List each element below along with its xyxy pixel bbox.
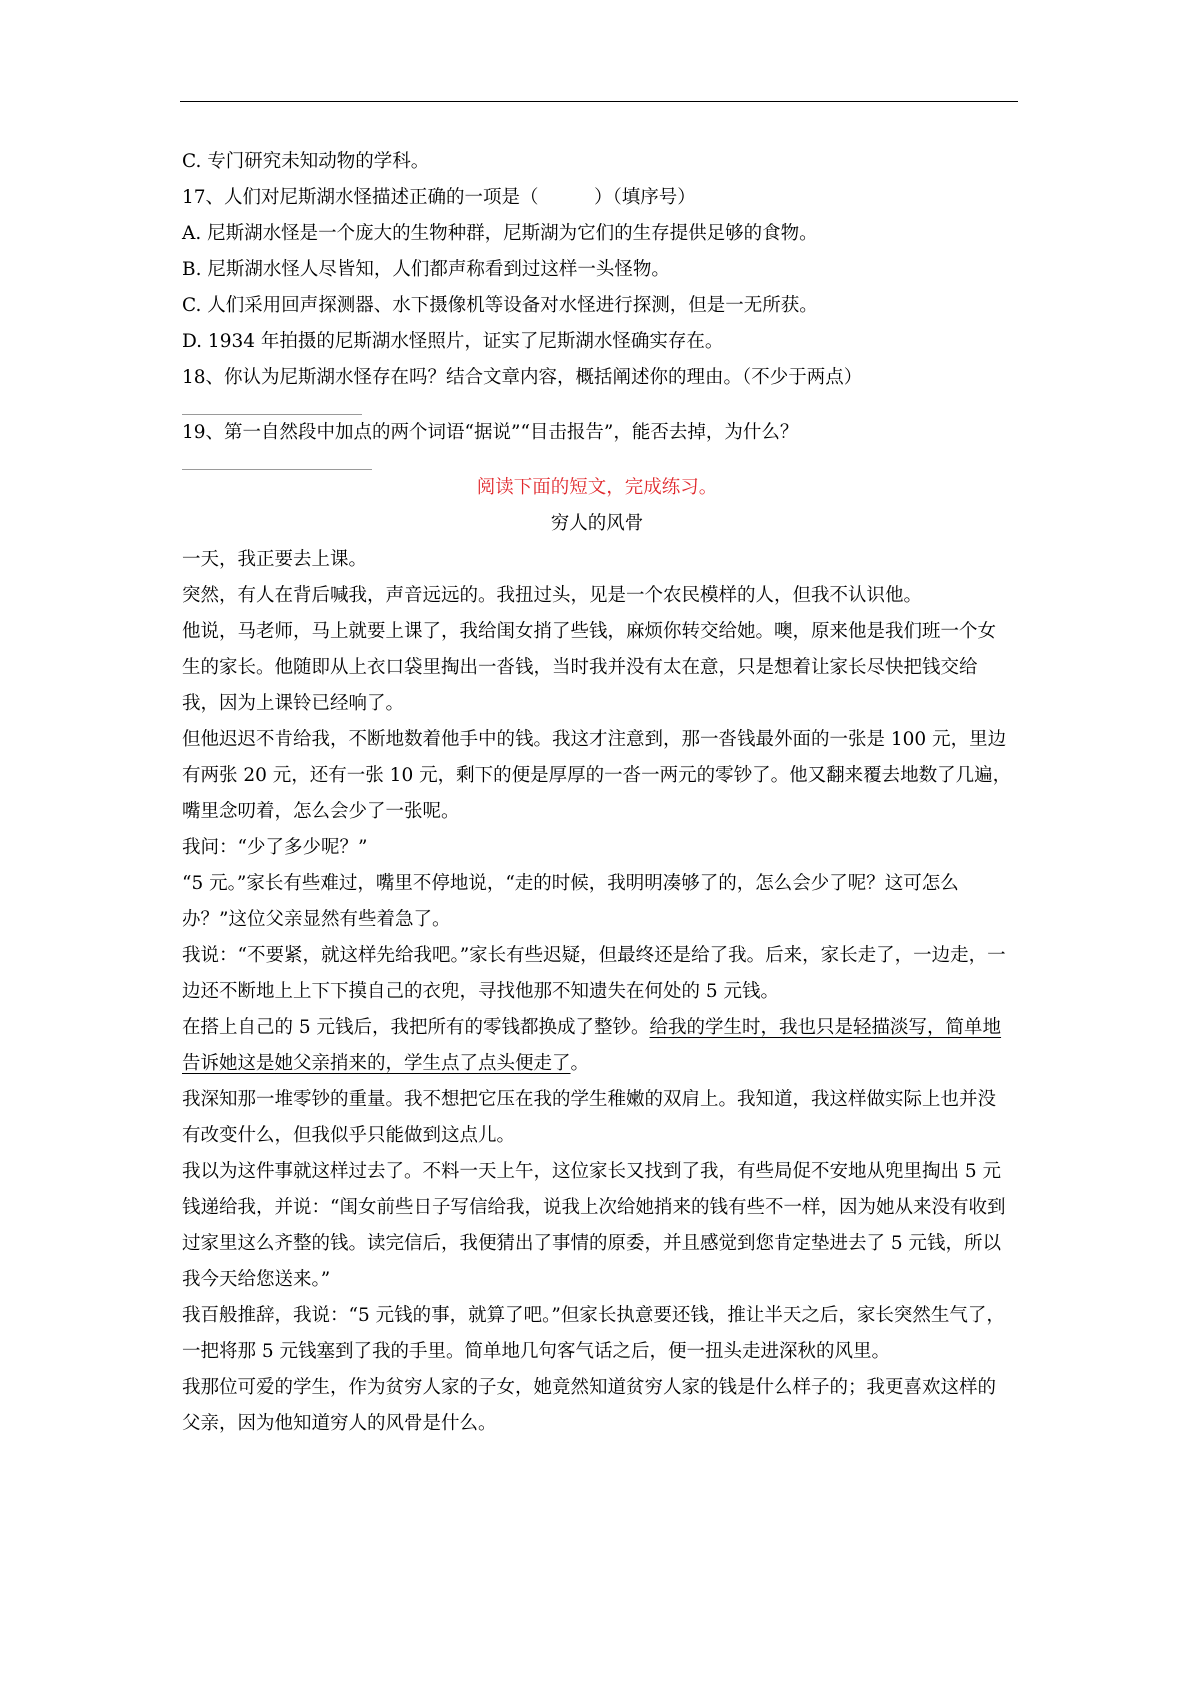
underlined-para-before: 在搭上自己的 5 元钱后，我把所有的零钱都换成了整钞。 [182, 1017, 650, 1038]
article-paragraph: 我以为这件事就这样过去了。不料一天上午，这位家长又找到了我，有些局促不安地从兜里掏出 5 元钱递给我，并说：“闺女前些日子写信给我，说我上次给她捎来的钱有些不一样，因为她从来没有收到过家里这么齐整的钱。读完信后，我便猜出了事情的原委，并且感觉到您肯定垫进去了 5 元钱，所以我今天给您送来。” [182, 1161, 1006, 1290]
q18-stem: 18、你认为尼斯湖水怪存在吗？结合文章内容，概括阐述你的理由。（不少于两点） [182, 367, 863, 388]
underlined-sentence: 给我的学生时，我也只是轻描淡写，简单地告诉她这是她父亲捎来的，学生点了点头便走了 [182, 1017, 1002, 1074]
underlined-para-after: 。 [570, 1053, 590, 1074]
q17-option-a: A. 尼斯湖水怪是一个庞大的生物种群，尼斯湖为它们的生存提供足够的食物。 [182, 223, 818, 244]
article-paragraph: 但他迟迟不肯给我，不断地数着他手中的钱。我这才注意到，那一沓钱最外面的一张是 100 元，里边有两张 20 元，还有一张 10 元，剩下的便是厚厚的一沓一两元的零钞了。他又翻来覆去地数了几遍，嘴里念叨着，怎么会少了一张呢。 [182, 729, 1012, 822]
q19-stem: 19、第一自然段中加点的两个词语“据说”“目击报告”，能否去掉，为什么？ [182, 422, 799, 443]
article-paragraph: 突然，有人在背后喊我，声音远远的。我扭过头，见是一个农民模样的人，但我不认识他。 [182, 585, 923, 606]
article-paragraph: 一天，我正要去上课。 [182, 549, 368, 570]
q17-option-b: B. 尼斯湖水怪人尽皆知，人们都声称看到过这样一头怪物。 [182, 259, 670, 280]
article-paragraph: 我问：“少了多少呢？” [182, 837, 368, 858]
article-paragraph: 我深知那一堆零钞的重量。我不想把它压在我的学生稚嫩的双肩上。我知道，我这样做实际上也并没有改变什么，但我似乎只能做到这点儿。 [182, 1089, 997, 1146]
worksheet-content [182, 144, 1012, 1442]
reading-instruction: 阅读下面的短文，完成练习。 [476, 477, 718, 498]
article-paragraph: 我那位可爱的学生，作为贫穷人家的子女，她竟然知道贫穷人家的钱是什么样子的；我更喜欢这样的父亲，因为他知道穷人的风骨是什么。 [182, 1377, 997, 1434]
q17-option-c: C. 人们采用回声探测器、水下摄像机等设备对水怪进行探测，但是一无所获。 [182, 295, 818, 316]
article-title: 穷人的风骨 [550, 513, 644, 534]
q17-option-d: D. 1934 年拍摄的尼斯湖水怪照片，证实了尼斯湖水怪确实存在。 [182, 331, 724, 352]
article-paragraph: 他说，马老师，马上就要上课了，我给闺女捎了些钱，麻烦你转交给她。噢，原来他是我们班一个女生的家长。他随即从上衣口袋里掏出一沓钱，当时我并没有太在意，只是想着让家长尽快把钱交给我，因为上课铃已经响了。 [182, 621, 997, 714]
q16-option-c: C. 专门研究未知动物的学科。 [182, 151, 430, 172]
q19-answer-line[interactable] [182, 451, 372, 470]
article-paragraph-underlined [182, 1010, 1012, 1082]
q17-stem-text: 17、人们对尼斯湖水怪描述正确的一项是（ [182, 187, 539, 208]
article-paragraph: 我说：“不要紧，就这样先给我吧。”家长有些迟疑，但最终还是给了我。后来，家长走了，一边走，一边还不断地上上下下摸自己的衣兜，寻找他那不知遗失在何处的 5 元钱。 [182, 945, 1006, 1002]
article-paragraph: “5 元。”家长有些难过，嘴里不停地说，“走的时候，我明明凑够了的，怎么会少了呢？这可怎么办？”这位父亲显然有些着急了。 [182, 873, 959, 930]
article-paragraph: 我百般推辞，我说：“5 元钱的事，就算了吧。”但家长执意要还钱，推让半天之后，家长突然生气了，一把将那 5 元钱塞到了我的手里。简单地几句客气话之后，便一扭头走进深秋的风里。 [182, 1305, 1005, 1362]
q18-answer-line[interactable] [182, 396, 362, 415]
q17-stem-end: ）（填序号） [594, 187, 696, 208]
header-rule [180, 101, 1018, 102]
q17-stem [182, 180, 1012, 216]
